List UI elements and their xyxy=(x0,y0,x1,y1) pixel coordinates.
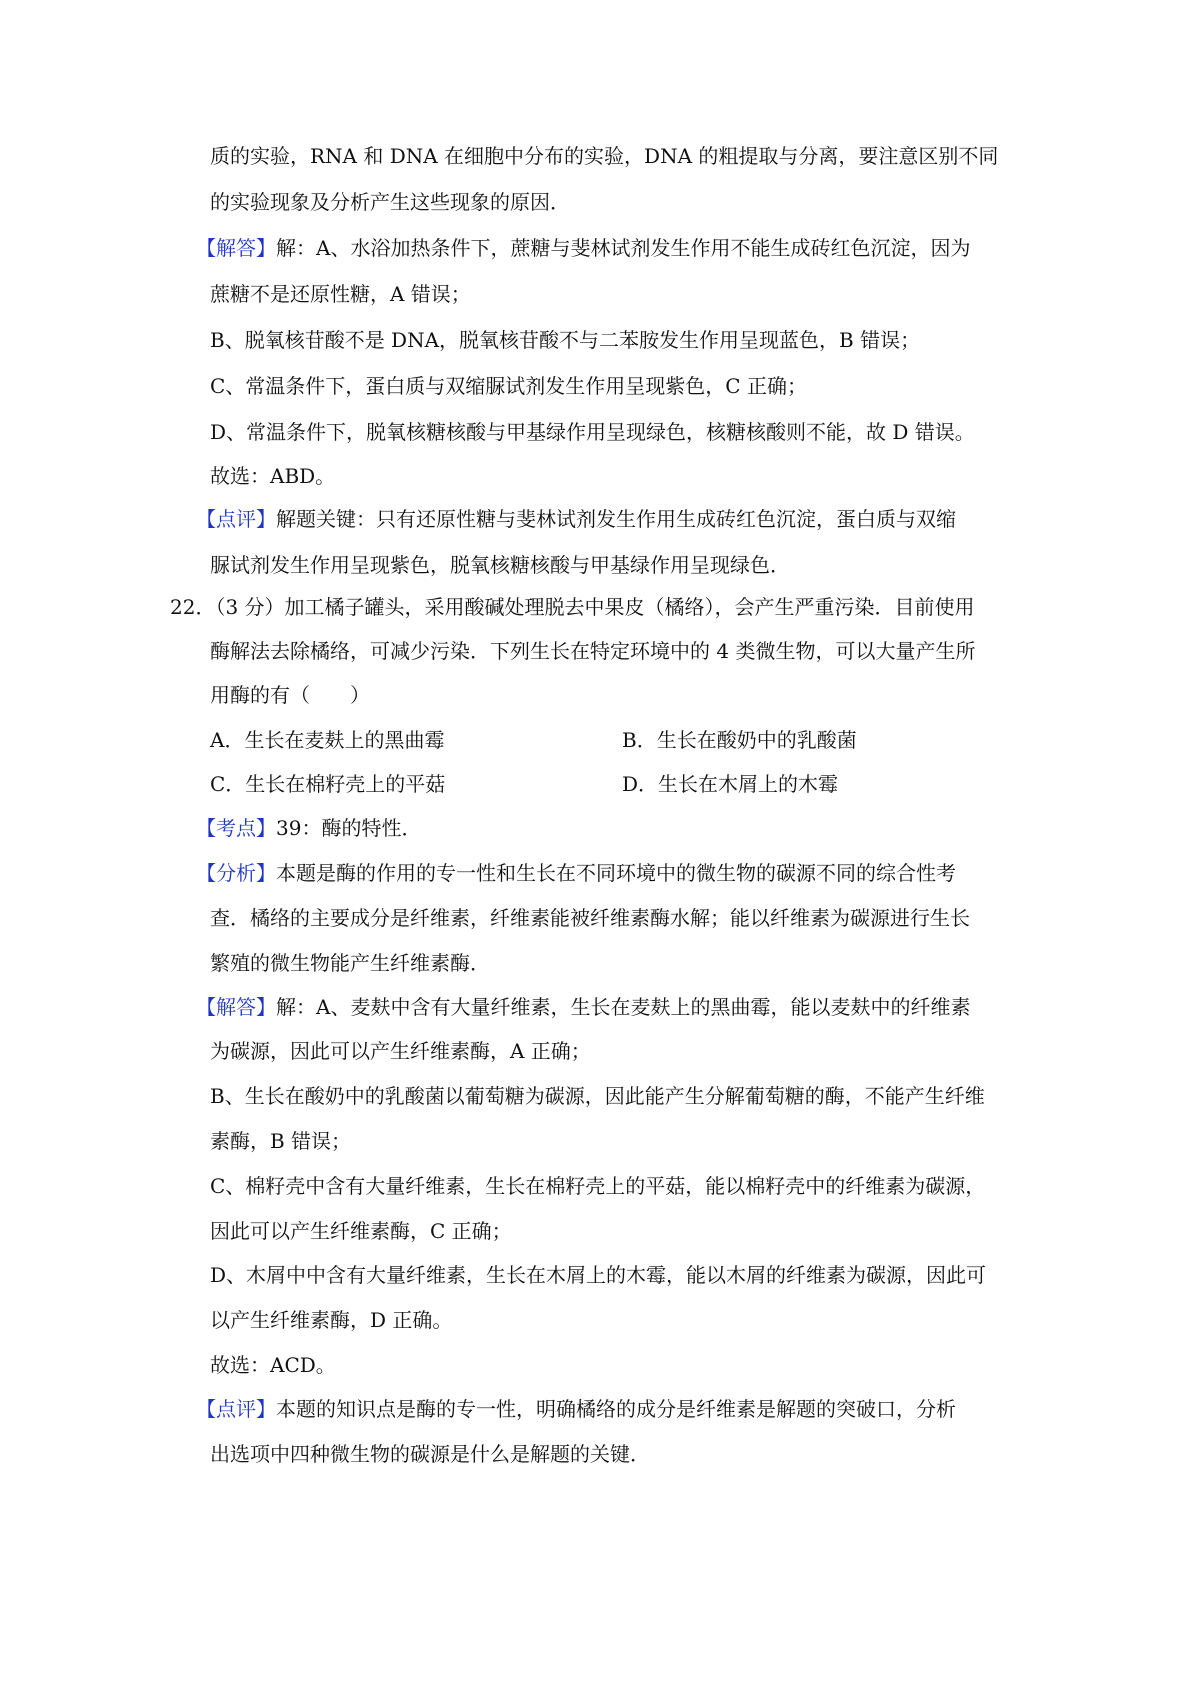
analysis-line: 的实验现象及分析产生这些现象的原因． xyxy=(210,190,570,214)
option-a: A．生长在麦麸上的黑曲霉 xyxy=(210,728,445,752)
answer-choice-line: 故选：ACD。 xyxy=(210,1353,336,1377)
option-d: D．生长在木屑上的木霉 xyxy=(622,772,839,796)
answer-line: C、棉籽壳中含有大量纤维素，生长在棉籽壳上的平菇，能以棉籽壳中的纤维素为碳源， xyxy=(210,1174,986,1198)
question-stem-line: 用酶的有（ ） xyxy=(210,683,370,707)
kaodian-tag: 【考点】 xyxy=(196,816,276,840)
comment-line: 脲试剂发生作用呈现紫色，脱氧核糖核酸与甲基绿作用呈现绿色． xyxy=(210,553,790,577)
answer-line: 以产生纤维素酶，D 正确。 xyxy=(210,1308,453,1332)
comment-tag: 【点评】 xyxy=(196,507,276,531)
comment-line: 【点评】本题的知识点是酶的专一性，明确橘络的成分是纤维素是解题的突破口，分析 xyxy=(196,1397,956,1421)
answer-line: B、脱氧核苷酸不是 DNA，脱氧核苷酸不与二苯胺发生作用呈现蓝色，B 错误； xyxy=(210,328,921,352)
kaodian-line: 【考点】39：酶的特性． xyxy=(196,816,422,840)
answer-line: 因此可以产生纤维素酶，C 正确； xyxy=(210,1219,512,1243)
answer-line: 为碳源，因此可以产生纤维素酶，A 正确； xyxy=(210,1039,591,1063)
question-stem-line: 22．（3 分）加工橘子罐头，采用酸碱处理脱去中果皮（橘络），会产生严重污染．目前使用 xyxy=(170,595,975,619)
answer-line: 素酶，B 错误； xyxy=(210,1129,352,1153)
question-number: 22． xyxy=(170,595,216,619)
option-b: B．生长在酸奶中的乳酸菌 xyxy=(622,728,857,752)
answer-line: D、木屑中中含有大量纤维素，生长在木屑上的木霉，能以木屑的纤维素为碳源，因此可 xyxy=(210,1263,987,1287)
answer-line: 【解答】解：A、麦麸中含有大量纤维素，生长在麦麸上的黑曲霉，能以麦麸中的纤维素 xyxy=(196,995,971,1019)
answer-line: 蔗糖不是还原性糖，A 错误； xyxy=(210,282,471,306)
fenxi-tag: 【分析】 xyxy=(196,861,276,885)
fenxi-line: 繁殖的微生物能产生纤维素酶． xyxy=(210,951,490,975)
fenxi-line: 【分析】本题是酶的作用的专一性和生长在不同环境中的微生物的碳源不同的综合性考 xyxy=(196,861,956,885)
comment-line: 【点评】解题关键：只有还原性糖与斐林试剂发生作用生成砖红色沉淀，蛋白质与双缩 xyxy=(196,507,956,531)
comment-tag: 【点评】 xyxy=(196,1397,276,1421)
answer-line: 【解答】解：A、水浴加热条件下，蔗糖与斐林试剂发生作用不能生成砖红色沉淀，因为 xyxy=(196,236,971,260)
comment-line: 出选项中四种微生物的碳源是什么是解题的关键． xyxy=(210,1442,650,1466)
answer-tag: 【解答】 xyxy=(196,995,276,1019)
option-c: C．生长在棉籽壳上的平菇 xyxy=(210,772,446,796)
answer-line: B、生长在酸奶中的乳酸菌以葡萄糖为碳源，因此能产生分解葡萄糖的酶，不能产生纤维 xyxy=(210,1084,985,1108)
analysis-line: 质的实验，RNA 和 DNA 在细胞中分布的实验，DNA 的粗提取与分离，要注意区别不同 xyxy=(210,144,999,168)
question-stem-line: 酶解法去除橘络，可减少污染．下列生长在特定环境中的 4 类微生物，可以大量产生所 xyxy=(210,639,976,663)
answer-line: C、常温条件下，蛋白质与双缩脲试剂发生作用呈现紫色，C 正确； xyxy=(210,374,807,398)
answer-choice-line: 故选：ABD。 xyxy=(210,464,336,488)
fenxi-line: 查．橘络的主要成分是纤维素，纤维素能被纤维素酶水解；能以纤维素为碳源进行生长 xyxy=(210,906,970,930)
answer-tag: 【解答】 xyxy=(196,236,276,260)
answer-line: D、常温条件下，脱氧核糖核酸与甲基绿作用呈现绿色，核糖核酸则不能，故 D 错误。 xyxy=(210,420,975,444)
